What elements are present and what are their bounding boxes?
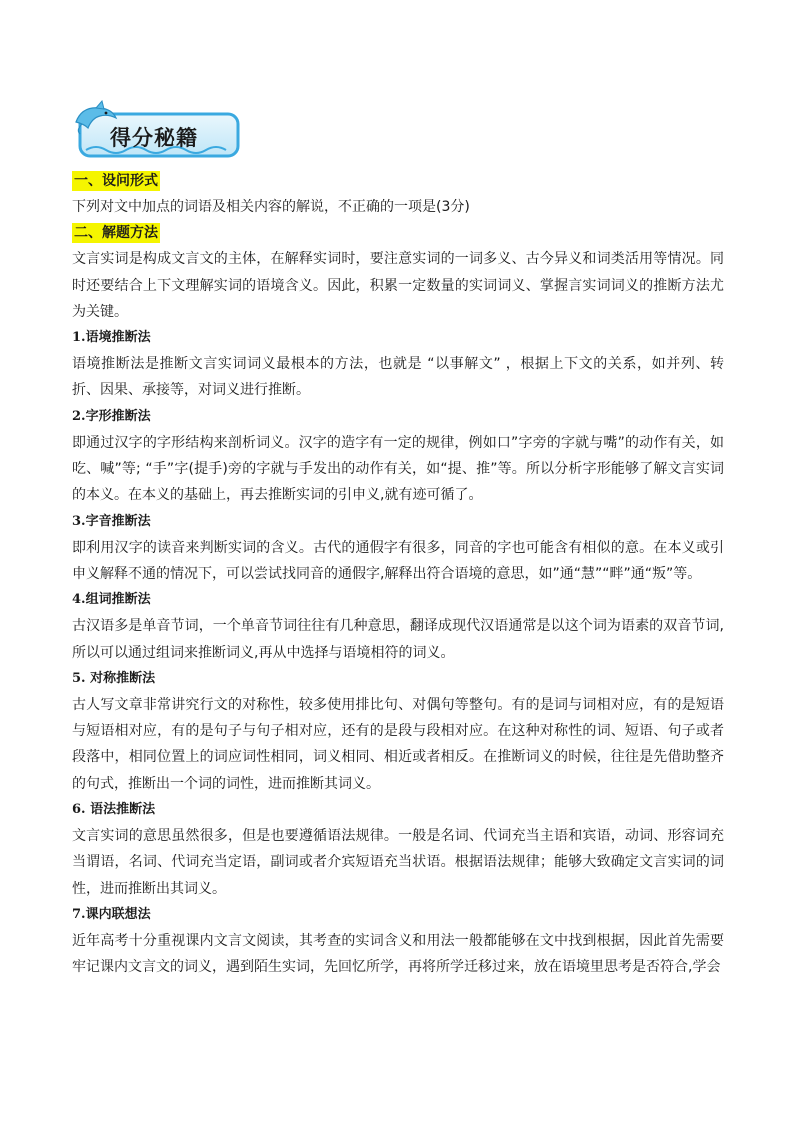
method-title: 3.字音推断法 xyxy=(72,513,151,529)
method-title: 1.语境推断法 xyxy=(72,330,151,346)
method-paragraph: 即通过汉字的字形结构来剖析词义。汉字的造字有一定的规律，例如口”字旁的字就与嘴”的动作有关，如吃、喊”等; “手”字(提手)旁的字就与手发出的动作有关，如“提、推”等。所以分析字形能够了解文言实词的本义。在本义的基础上，再去推断实词的引申义,就有迹可循了。 xyxy=(72,434,724,504)
method-title: 7.课内联想法 xyxy=(72,906,151,922)
content-body xyxy=(72,168,724,981)
method-intro-paragraph: 文言实词是构成文言文的主体，在解释实词时，要注意实词的一词多义、古今异义和词类活用等情况。同时还要结合上下文理解实词的语境含义。因此，积累一定数量的实词词义、掌握言实词词义的推断方法尤为关键。 xyxy=(72,251,724,320)
section-banner xyxy=(72,100,244,162)
method-paragraph: 古汉语多是单音节词，一个单音节词往往有几种意思，翻译成现代汉语通常是以这个词为语素的双音节词,所以可以通过组词来推断词义,再从中选择与语境相符的词义。 xyxy=(72,618,724,661)
method-paragraph: 语境推断法是推断文言实词词义最根本的方法，也就是 “以事解文” ，根据上下文的关系，如并列、转折、因果、承接等，对词义进行推断。 xyxy=(72,356,724,399)
method-paragraph: 即利用汉字的读音来判断实词的含义。古代的通假字有很多，同音的字也可能含有相似的意。在本义或引申义解释不通的情况下，可以尝试找同音的通假字,解释出符合语境的意思，如”通“慧”“畔”通“叛”等。 xyxy=(72,539,724,582)
method-title: 6. 语法推断法 xyxy=(72,802,156,818)
method-paragraph: 古人写文章非常讲究行文的对称性，较多使用排比句、对偶句等整句。有的是词与词相对应，有的是短语与短语相对应，有的是句子与句子相对应，还有的是段与段相对应。在这种对称性的词、短语、句子或者段落中，相同位置上的词应词性相同，词义相同、相近或者相反。在推断词义的时候，往往是先借助整齐的句式，推断出一个词的词性，进而推断其词义。 xyxy=(72,696,724,792)
question-form-text: 下列对文中加点的词语及相关内容的解说，不正确的一项是(3分) xyxy=(72,199,470,215)
method-title: 2.字形推断法 xyxy=(72,408,151,424)
banner-title: 得分秘籍 xyxy=(110,126,198,150)
method-title: 5. 对称推断法 xyxy=(72,670,156,686)
section-heading-question-form: 一、设问形式 xyxy=(74,173,158,189)
section-heading-solving-method: 二、解题方法 xyxy=(74,225,158,242)
method-paragraph: 近年高考十分重视课内文言文阅读，其考查的实词含义和用法一般都能够在文中找到根据，因此首先需要牢记课内文言文的词义，遇到陌生实词，先回忆所学，再将所学迁移过来，放在语境里思考是否符合,学会 xyxy=(72,932,724,976)
method-title: 4.组词推断法 xyxy=(72,592,151,608)
method-paragraph: 文言实词的意思虽然很多，但是也要遵循语法规律。一般是名词、代词充当主语和宾语，动词、形容词充当谓语，名词、代词充当定语，副词或者介宾短语充当状语。根据语法规律；能够大致确定文言实词的词性，进而推断出其词义。 xyxy=(72,828,724,897)
